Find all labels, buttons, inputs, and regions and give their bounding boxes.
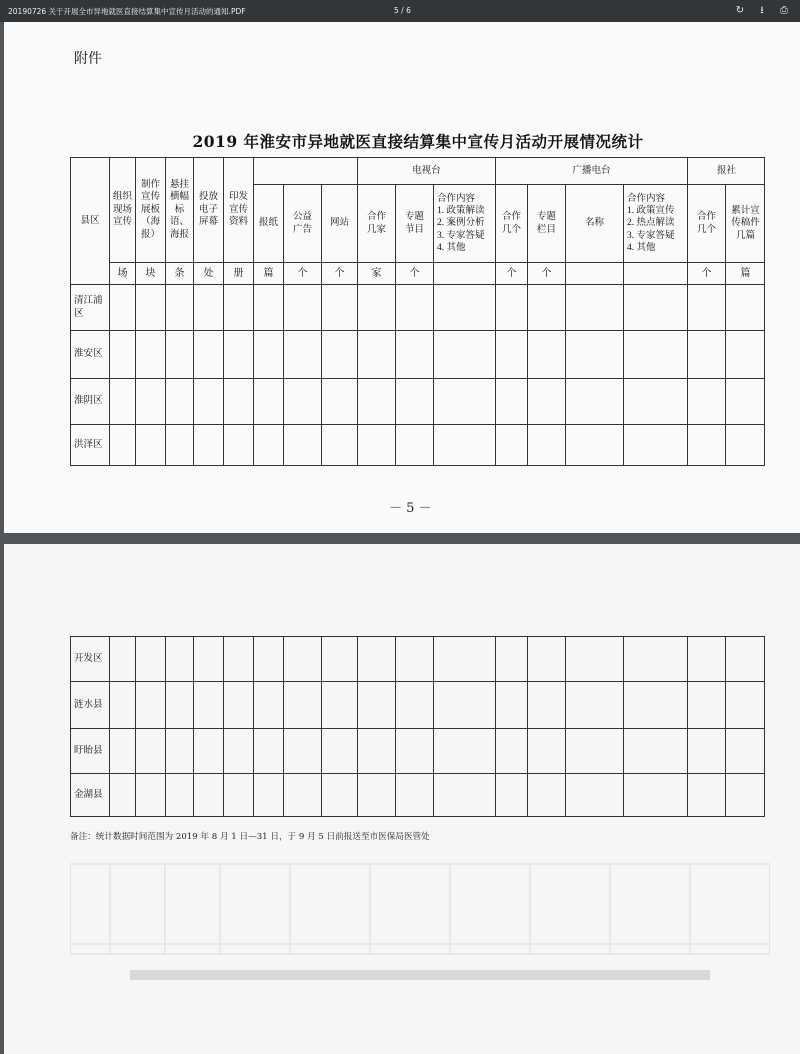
table-cell-empty: [283, 378, 321, 424]
table-cell-empty: [527, 424, 565, 466]
unit-cell: 个: [495, 262, 527, 284]
bleed-through-shadow: [70, 862, 770, 982]
table-cell-empty: [165, 636, 193, 681]
table-cell-empty: [193, 330, 223, 378]
table-cell-empty: [623, 378, 687, 424]
table-cell-empty: [687, 378, 725, 424]
district-name: 开发区: [70, 636, 109, 681]
table-cell-empty: [687, 728, 725, 773]
district-name: 洪泽区: [70, 424, 109, 466]
table-cell-empty: [253, 636, 283, 681]
unit-cell: [433, 262, 495, 284]
header-website: 网站: [321, 184, 357, 262]
table-cell-empty: [135, 424, 165, 466]
table-cell-empty: [433, 773, 495, 817]
table-cell-empty: [495, 681, 527, 728]
page-indicator: 5 / 6: [394, 6, 411, 15]
table-cell-empty: [395, 681, 433, 728]
table-cell-empty: [109, 681, 135, 728]
pdf-page-6: [4, 544, 800, 1054]
table-cell-empty: [725, 773, 765, 817]
table-cell-empty: [357, 773, 395, 817]
district-name: 涟水县: [70, 681, 109, 728]
table-cell-empty: [321, 636, 357, 681]
table-cell-empty: [321, 378, 357, 424]
table-cell-empty: [395, 284, 433, 330]
table-cell-empty: [725, 728, 765, 773]
table-cell-empty: [527, 681, 565, 728]
table-cell-empty: [165, 681, 193, 728]
table-note: 备注：统计数据时间范围为 2019 年 8 月 1 日—31 日，于 9 月 5 日前报送至市医保局医管处: [70, 832, 430, 842]
table-cell-empty: [433, 728, 495, 773]
table-cell-empty: [135, 773, 165, 817]
table-cell-empty: [395, 424, 433, 466]
table-cell-empty: [109, 728, 135, 773]
table-cell-empty: [283, 424, 321, 466]
table-cell-empty: [223, 284, 253, 330]
table-cell-empty: [623, 681, 687, 728]
header-radio-partners: 合作 几个: [495, 184, 527, 262]
table-cell-empty: [109, 330, 135, 378]
attachment-label: 附件: [74, 51, 102, 67]
table-cell-empty: [687, 681, 725, 728]
table-cell-empty: [357, 424, 395, 466]
table-cell-empty: [253, 728, 283, 773]
table-cell-empty: [395, 773, 433, 817]
table-cell-empty: [193, 378, 223, 424]
district-name: 盱眙县: [70, 728, 109, 773]
header-organize: 组织 现场 宣传: [109, 157, 135, 262]
table-cell-empty: [565, 728, 623, 773]
table-cell-empty: [725, 636, 765, 681]
unit-cell: 处: [193, 262, 223, 284]
table-cell-empty: [433, 636, 495, 681]
table-cell-empty: [623, 330, 687, 378]
header-tv-group: 电视台: [357, 157, 495, 184]
file-name: 20190726 关于开展全市异地就医直接结算集中宣传月活动的通知.PDF: [8, 7, 246, 16]
table-cell-empty: [193, 284, 223, 330]
header-newspaper: 报纸: [253, 184, 283, 262]
table-cell-empty: [495, 773, 527, 817]
unit-cell: 块: [135, 262, 165, 284]
unit-cell: 条: [165, 262, 193, 284]
table-cell-empty: [283, 284, 321, 330]
unit-cell: 场: [109, 262, 135, 284]
table-cell-empty: [495, 424, 527, 466]
table-cell-empty: [357, 636, 395, 681]
table-cell-empty: [357, 330, 395, 378]
table-cell-empty: [165, 424, 193, 466]
table-cell-empty: [623, 773, 687, 817]
header-press-group: 报社: [687, 157, 765, 184]
table-cell-empty: [321, 284, 357, 330]
table-cell-empty: [725, 424, 765, 466]
table-cell-empty: [283, 681, 321, 728]
table-cell-empty: [321, 681, 357, 728]
unit-cell: [565, 262, 623, 284]
table-cell-empty: [565, 378, 623, 424]
district-name: 淮阴区: [70, 378, 109, 424]
print-icon[interactable]: ⎙: [780, 5, 788, 16]
table-cell-empty: [193, 773, 223, 817]
table-cell-empty: [433, 284, 495, 330]
table-cell-empty: [223, 424, 253, 466]
table-cell-empty: [165, 378, 193, 424]
unit-cell: 家: [357, 262, 395, 284]
header-radio-group: 广播电台: [495, 157, 687, 184]
table-cell-empty: [687, 773, 725, 817]
table-cell-empty: [193, 636, 223, 681]
page-number: － 5 －: [389, 501, 432, 516]
table-cell-empty: [395, 636, 433, 681]
table-cell-empty: [283, 773, 321, 817]
table-cell-empty: [687, 330, 725, 378]
pdf-viewer-toolbar: [0, 0, 800, 22]
table-cell-empty: [527, 330, 565, 378]
table-cell-empty: [433, 424, 495, 466]
table-cell-empty: [395, 728, 433, 773]
table-cell-empty: [223, 773, 253, 817]
table-cell-empty: [165, 728, 193, 773]
table-cell-empty: [283, 330, 321, 378]
header-tv-programs: 专题 节目: [395, 184, 433, 262]
table-cell-empty: [321, 728, 357, 773]
table-cell-empty: [223, 330, 253, 378]
table-cell-empty: [109, 773, 135, 817]
table-cell-empty: [395, 330, 433, 378]
table-cell-empty: [495, 378, 527, 424]
table-cell-empty: [165, 773, 193, 817]
table-cell-empty: [565, 636, 623, 681]
header-banner: 悬挂 横幅 标语、 海报: [165, 157, 193, 262]
table-cell-empty: [565, 284, 623, 330]
table-cell-empty: [135, 681, 165, 728]
table-cell-empty: [283, 636, 321, 681]
header-tv-partners: 合作 几家: [357, 184, 395, 262]
header-press-partners: 合作 几个: [687, 184, 725, 262]
header-materials: 印发 宣传 资料: [223, 157, 253, 262]
header-display-board: 制作 宣传 展板 （海 报）: [135, 157, 165, 262]
table-cell-empty: [623, 284, 687, 330]
table-cell-empty: [253, 284, 283, 330]
header-radio-content: 合作内容 1. 政策宣传 2. 热点解读 3. 专家答疑 4. 其他: [623, 184, 687, 262]
table-cell-empty: [135, 636, 165, 681]
header-radio-name: 名称: [565, 184, 623, 262]
table-cell-empty: [527, 284, 565, 330]
table-cell-empty: [165, 284, 193, 330]
table-cell-empty: [687, 284, 725, 330]
table-cell-empty: [495, 636, 527, 681]
pdf-page-5: [4, 22, 800, 533]
unit-cell: 个: [527, 262, 565, 284]
table-cell-empty: [527, 636, 565, 681]
table-cell-empty: [395, 378, 433, 424]
table-cell-empty: [135, 284, 165, 330]
header-public-ad: 公益 广告: [283, 184, 321, 262]
table-cell-empty: [223, 636, 253, 681]
unit-cell: 篇: [725, 262, 765, 284]
table-cell-empty: [357, 728, 395, 773]
table-cell-empty: [193, 728, 223, 773]
table-cell-empty: [623, 728, 687, 773]
table-cell-empty: [725, 330, 765, 378]
table-cell-empty: [495, 284, 527, 330]
header-county: 县区: [70, 157, 109, 284]
table-cell-empty: [527, 773, 565, 817]
table-cell-empty: [253, 424, 283, 466]
table-cell-empty: [565, 773, 623, 817]
table-cell-empty: [109, 636, 135, 681]
table-cell-empty: [253, 773, 283, 817]
table-cell-empty: [565, 330, 623, 378]
district-name: 金湖县: [70, 773, 109, 817]
table-cell-empty: [495, 728, 527, 773]
table-cell-empty: [109, 424, 135, 466]
table-cell-empty: [527, 378, 565, 424]
table-cell-empty: [223, 378, 253, 424]
table-cell-empty: [135, 728, 165, 773]
table-cell-empty: [321, 424, 357, 466]
table-cell-empty: [433, 681, 495, 728]
rotate-icon[interactable]: ↻: [735, 5, 745, 16]
table-cell-empty: [565, 681, 623, 728]
table-cell-empty: [193, 424, 223, 466]
table-cell-empty: [527, 728, 565, 773]
table-cell-empty: [357, 378, 395, 424]
table-cell-empty: [687, 636, 725, 681]
table-cell-empty: [165, 330, 193, 378]
table-cell-empty: [623, 424, 687, 466]
table-cell-empty: [357, 284, 395, 330]
table-cell-empty: [253, 378, 283, 424]
district-name: 淮安区: [70, 330, 109, 378]
unit-cell: 个: [687, 262, 725, 284]
table-cell-empty: [321, 773, 357, 817]
table-cell-empty: [135, 378, 165, 424]
table-cell-empty: [565, 424, 623, 466]
header-tv-content: 合作内容 1. 政策解读 2. 案例分析 3. 专家答疑 4. 其他: [433, 184, 495, 262]
header-press-articles: 累计宣 传稿件 几篇: [725, 184, 765, 262]
table-cell-empty: [253, 681, 283, 728]
table-cell-empty: [283, 728, 321, 773]
table-cell-empty: [109, 284, 135, 330]
unit-cell: 篇: [253, 262, 283, 284]
table-cell-empty: [135, 330, 165, 378]
header-screen: 投放 电子 屏幕: [193, 157, 223, 262]
unit-cell: 个: [283, 262, 321, 284]
table-cell-empty: [321, 330, 357, 378]
table-cell-empty: [433, 378, 495, 424]
table-cell-empty: [109, 378, 135, 424]
table-cell-empty: [223, 681, 253, 728]
unit-cell: 个: [395, 262, 433, 284]
table-cell-empty: [687, 424, 725, 466]
page-title: 2019 年淮安市异地就医直接结算集中宣传月活动开展情况统计: [192, 132, 644, 151]
table-cell-empty: [433, 330, 495, 378]
unit-cell: 个: [321, 262, 357, 284]
unit-cell: [623, 262, 687, 284]
table-cell-empty: [725, 284, 765, 330]
header-media-group-blank: [253, 157, 357, 184]
table-cell-empty: [495, 330, 527, 378]
table-cell-empty: [725, 378, 765, 424]
table-cell-empty: [223, 728, 253, 773]
district-name: 清江浦 区: [70, 284, 109, 330]
table-cell-empty: [623, 636, 687, 681]
table-cell-empty: [725, 681, 765, 728]
download-icon[interactable]: ⭳: [760, 5, 764, 16]
table-cell-empty: [193, 681, 223, 728]
table-cell-empty: [357, 681, 395, 728]
table-cell-empty: [253, 330, 283, 378]
unit-cell: 册: [223, 262, 253, 284]
header-radio-columns: 专题 栏目: [527, 184, 565, 262]
